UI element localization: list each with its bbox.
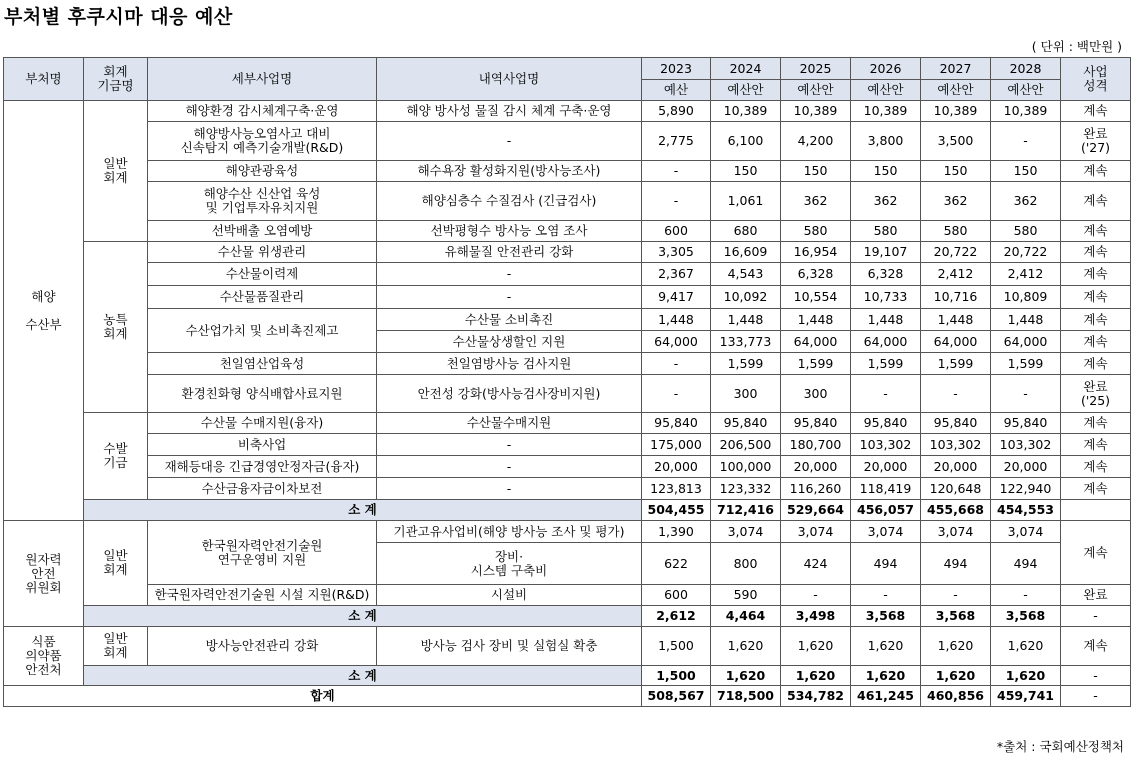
- nature-cell: [1061, 500, 1131, 521]
- value-cell: 4,543: [711, 263, 781, 286]
- nature-cell: 계속: [1061, 434, 1131, 456]
- value-cell: 100,000: [711, 456, 781, 478]
- table-row: [4, 263, 1131, 286]
- nature-cell: -: [1061, 666, 1131, 686]
- value-cell: 123,813: [642, 478, 711, 500]
- value-cell: 3,074: [711, 521, 781, 543]
- value-cell: 529,664: [781, 500, 851, 521]
- value-cell: 1,448: [991, 309, 1061, 331]
- page-title: 부처별 후쿠시마 대응 예산: [4, 6, 233, 28]
- value-cell: 1,599: [851, 353, 921, 375]
- subtotal-row: [4, 500, 1131, 521]
- detail-cell: 기관고유사업비(해양 방사능 조사 및 평가): [377, 521, 642, 543]
- value-cell: 3,568: [921, 606, 991, 627]
- value-cell: 362: [851, 182, 921, 221]
- table-row: [4, 627, 1131, 666]
- value-cell: 800: [711, 543, 781, 585]
- detail-cell: 해수욕장 활성화지원(방사능조사): [377, 161, 642, 182]
- total-row: [4, 686, 1131, 707]
- project-cell: 수산금융자금이차보전: [148, 478, 377, 500]
- project-cell: 재해등대응 긴급경영안정자금(융자): [148, 456, 377, 478]
- value-cell: 300: [711, 375, 781, 413]
- ministry-cell: 식품 의약품 안전처: [4, 627, 84, 686]
- header-budget-plan: 예산안: [921, 80, 991, 101]
- project-cell: 수산물이력제: [148, 263, 377, 286]
- value-cell: 508,567: [642, 686, 711, 707]
- value-cell: 150: [711, 161, 781, 182]
- value-cell: 1,620: [711, 627, 781, 666]
- header-year-2026: 2026: [851, 58, 921, 80]
- value-cell: 1,620: [781, 666, 851, 686]
- value-cell: 1,448: [711, 309, 781, 331]
- account-cell: 일반 회계: [84, 627, 148, 666]
- nature-cell: -: [1061, 606, 1131, 627]
- value-cell: 1,500: [642, 666, 711, 686]
- subtotal-label: 소 계: [84, 606, 642, 627]
- value-cell: -: [991, 375, 1061, 413]
- value-cell: 103,302: [991, 434, 1061, 456]
- value-cell: 10,716: [921, 286, 991, 309]
- project-cell: 해양관광육성: [148, 161, 377, 182]
- value-cell: 580: [781, 221, 851, 242]
- table-row: [4, 375, 1131, 413]
- value-cell: 95,840: [991, 413, 1061, 434]
- value-cell: 2,412: [991, 263, 1061, 286]
- nature-cell: 계속: [1061, 263, 1131, 286]
- value-cell: 1,500: [642, 627, 711, 666]
- detail-cell: 선박평형수 방사능 오염 조사: [377, 221, 642, 242]
- value-cell: 456,057: [851, 500, 921, 521]
- detail-cell: 수산물상생할인 지원: [377, 331, 642, 353]
- detail-cell: 안전성 강화(방사능검사장비지원): [377, 375, 642, 413]
- value-cell: 600: [642, 221, 711, 242]
- value-cell: 20,722: [921, 242, 991, 263]
- value-cell: 20,000: [642, 456, 711, 478]
- value-cell: 3,074: [921, 521, 991, 543]
- value-cell: 362: [991, 182, 1061, 221]
- total-label: 합계: [4, 686, 642, 707]
- value-cell: 20,000: [921, 456, 991, 478]
- project-cell: 환경친화형 양식배합사료지원: [148, 375, 377, 413]
- value-cell: 95,840: [781, 413, 851, 434]
- value-cell: 64,000: [921, 331, 991, 353]
- table-row: [4, 456, 1131, 478]
- nature-cell: 계속: [1061, 309, 1131, 331]
- value-cell: 3,305: [642, 242, 711, 263]
- value-cell: 300: [781, 375, 851, 413]
- value-cell: 5,890: [642, 101, 711, 122]
- project-cell: 천일염산업육성: [148, 353, 377, 375]
- value-cell: 20,000: [991, 456, 1061, 478]
- value-cell: 64,000: [991, 331, 1061, 353]
- nature-cell: 계속: [1061, 627, 1131, 666]
- account-cell: 농특 회계: [84, 242, 148, 413]
- header-budget-plan: 예산안: [851, 80, 921, 101]
- subtotal-label: 소 계: [84, 666, 642, 686]
- detail-cell: -: [377, 122, 642, 161]
- value-cell: 3,074: [851, 521, 921, 543]
- project-cell: 해양환경 감시체계구축·운영: [148, 101, 377, 122]
- detail-cell: 해양심층수 수질검사 (긴급검사): [377, 182, 642, 221]
- value-cell: 680: [711, 221, 781, 242]
- value-cell: 1,448: [921, 309, 991, 331]
- unit-note: ( 단위 : 백만원 ): [1031, 39, 1122, 54]
- account-cell: 수발 기금: [84, 413, 148, 500]
- value-cell: 2,775: [642, 122, 711, 161]
- value-cell: 461,245: [851, 686, 921, 707]
- nature-cell: 계속: [1061, 101, 1131, 122]
- detail-cell: -: [377, 456, 642, 478]
- value-cell: 1,620: [851, 666, 921, 686]
- value-cell: 460,856: [921, 686, 991, 707]
- nature-cell: 계속: [1061, 182, 1131, 221]
- value-cell: 150: [851, 161, 921, 182]
- subtotal-label: 소 계: [84, 500, 642, 521]
- detail-cell: 해양 방사성 물질 감시 체계 구축·운영: [377, 101, 642, 122]
- value-cell: 362: [781, 182, 851, 221]
- value-cell: 10,389: [921, 101, 991, 122]
- nature-cell: 완료 ('25): [1061, 375, 1131, 413]
- header-budget-plan: 예산안: [991, 80, 1061, 101]
- table-row: [4, 182, 1131, 221]
- value-cell: 1,620: [711, 666, 781, 686]
- table-row: [4, 286, 1131, 309]
- project-cell: 수산업가치 및 소비촉진제고: [148, 309, 377, 353]
- header-detail: 내역사업명: [377, 58, 642, 101]
- detail-cell: -: [377, 434, 642, 456]
- value-cell: 95,840: [642, 413, 711, 434]
- value-cell: 9,417: [642, 286, 711, 309]
- nature-cell: 계속: [1061, 353, 1131, 375]
- value-cell: -: [921, 585, 991, 606]
- table-row: [4, 122, 1131, 161]
- value-cell: 10,389: [781, 101, 851, 122]
- value-cell: 10,809: [991, 286, 1061, 309]
- value-cell: 6,328: [781, 263, 851, 286]
- value-cell: 3,074: [991, 521, 1061, 543]
- nature-cell: 계속: [1061, 286, 1131, 309]
- ministry-cell: 원자력 안전 위원회: [4, 521, 84, 627]
- value-cell: 103,302: [921, 434, 991, 456]
- project-cell: 수산물품질관리: [148, 286, 377, 309]
- value-cell: 10,389: [991, 101, 1061, 122]
- value-cell: 3,500: [921, 122, 991, 161]
- table-row: [4, 309, 1131, 331]
- value-cell: 4,200: [781, 122, 851, 161]
- value-cell: 1,448: [642, 309, 711, 331]
- value-cell: -: [642, 375, 711, 413]
- value-cell: -: [642, 182, 711, 221]
- value-cell: 454,553: [991, 500, 1061, 521]
- value-cell: 180,700: [781, 434, 851, 456]
- table-row: [4, 242, 1131, 263]
- value-cell: 118,419: [851, 478, 921, 500]
- value-cell: 1,448: [851, 309, 921, 331]
- subtotal-row: [4, 666, 1131, 686]
- value-cell: 1,448: [781, 309, 851, 331]
- nature-cell: 계속: [1061, 521, 1131, 585]
- value-cell: 622: [642, 543, 711, 585]
- source-note: *출처 : 국회예산정책처: [996, 739, 1124, 754]
- value-cell: 95,840: [921, 413, 991, 434]
- header-year-2023: 2023: [642, 58, 711, 80]
- table-row: [4, 353, 1131, 375]
- value-cell: 1,061: [711, 182, 781, 221]
- detail-cell: -: [377, 478, 642, 500]
- project-cell: 선박배출 오염예방: [148, 221, 377, 242]
- value-cell: 504,455: [642, 500, 711, 521]
- detail-cell: 방사능 검사 장비 및 실험실 확충: [377, 627, 642, 666]
- value-cell: 6,100: [711, 122, 781, 161]
- detail-cell: 수산물수매지원: [377, 413, 642, 434]
- nature-cell: 계속: [1061, 221, 1131, 242]
- value-cell: 1,620: [781, 627, 851, 666]
- header-year-2024: 2024: [711, 58, 781, 80]
- table-row: [4, 101, 1131, 122]
- detail-cell: -: [377, 286, 642, 309]
- value-cell: 1,599: [781, 353, 851, 375]
- value-cell: 712,416: [711, 500, 781, 521]
- value-cell: 590: [711, 585, 781, 606]
- value-cell: -: [781, 585, 851, 606]
- value-cell: 10,554: [781, 286, 851, 309]
- nature-cell: -: [1061, 686, 1131, 707]
- value-cell: 150: [781, 161, 851, 182]
- value-cell: 580: [851, 221, 921, 242]
- header-nature: 사업 성격: [1061, 58, 1131, 101]
- detail-cell: 시설비: [377, 585, 642, 606]
- value-cell: 2,612: [642, 606, 711, 627]
- value-cell: 16,609: [711, 242, 781, 263]
- value-cell: 494: [991, 543, 1061, 585]
- value-cell: 600: [642, 585, 711, 606]
- value-cell: 718,500: [711, 686, 781, 707]
- value-cell: 1,599: [711, 353, 781, 375]
- value-cell: 580: [921, 221, 991, 242]
- value-cell: 20,000: [851, 456, 921, 478]
- value-cell: 3,074: [781, 521, 851, 543]
- value-cell: 20,722: [991, 242, 1061, 263]
- value-cell: -: [642, 161, 711, 182]
- account-cell: 일반 회계: [84, 521, 148, 606]
- value-cell: 1,390: [642, 521, 711, 543]
- value-cell: 3,568: [851, 606, 921, 627]
- header-account: 회계 기금명: [84, 58, 148, 101]
- value-cell: 3,800: [851, 122, 921, 161]
- nature-cell: 계속: [1061, 413, 1131, 434]
- value-cell: 150: [991, 161, 1061, 182]
- value-cell: 175,000: [642, 434, 711, 456]
- value-cell: 116,260: [781, 478, 851, 500]
- value-cell: 494: [851, 543, 921, 585]
- value-cell: 1,599: [921, 353, 991, 375]
- header-ministry: 부처명: [4, 58, 84, 101]
- project-cell: 한국원자력안전기술원 시설 지원(R&D): [148, 585, 377, 606]
- value-cell: 150: [921, 161, 991, 182]
- table-row: [4, 521, 1131, 543]
- header-project: 세부사업명: [148, 58, 377, 101]
- value-cell: 16,954: [781, 242, 851, 263]
- project-cell: 한국원자력안전기술원 연구운영비 지원: [148, 521, 377, 585]
- value-cell: 1,620: [991, 666, 1061, 686]
- value-cell: -: [991, 122, 1061, 161]
- value-cell: 120,648: [921, 478, 991, 500]
- table-row: [4, 585, 1131, 606]
- value-cell: 103,302: [851, 434, 921, 456]
- value-cell: -: [921, 375, 991, 413]
- detail-cell: 천일염방사능 검사지원: [377, 353, 642, 375]
- value-cell: 19,107: [851, 242, 921, 263]
- value-cell: 3,498: [781, 606, 851, 627]
- detail-cell: 장비· 시스템 구축비: [377, 543, 642, 585]
- value-cell: 6,328: [851, 263, 921, 286]
- project-cell: 해양수산 신산업 육성 및 기업투자유치지원: [148, 182, 377, 221]
- value-cell: 1,620: [991, 627, 1061, 666]
- value-cell: -: [851, 375, 921, 413]
- value-cell: 424: [781, 543, 851, 585]
- value-cell: 133,773: [711, 331, 781, 353]
- value-cell: 10,733: [851, 286, 921, 309]
- header-year-2027: 2027: [921, 58, 991, 80]
- value-cell: 2,412: [921, 263, 991, 286]
- project-cell: 해양방사능오염사고 대비 신속탐지 예측기술개발(R&D): [148, 122, 377, 161]
- project-cell: 비축사업: [148, 434, 377, 456]
- detail-cell: 수산물 소비촉진: [377, 309, 642, 331]
- value-cell: 206,500: [711, 434, 781, 456]
- value-cell: 123,332: [711, 478, 781, 500]
- nature-cell: 계속: [1061, 331, 1131, 353]
- value-cell: 10,389: [851, 101, 921, 122]
- value-cell: 64,000: [781, 331, 851, 353]
- header-budget: 예산: [642, 80, 711, 101]
- value-cell: 64,000: [642, 331, 711, 353]
- value-cell: 580: [991, 221, 1061, 242]
- table-row: [4, 221, 1131, 242]
- value-cell: 95,840: [851, 413, 921, 434]
- value-cell: -: [991, 585, 1061, 606]
- table-row: [4, 434, 1131, 456]
- header-year-2028: 2028: [991, 58, 1061, 80]
- value-cell: 3,568: [991, 606, 1061, 627]
- value-cell: 459,741: [991, 686, 1061, 707]
- project-cell: 수산물 수매지원(융자): [148, 413, 377, 434]
- value-cell: 10,092: [711, 286, 781, 309]
- table-row: [4, 413, 1131, 434]
- nature-cell: 완료: [1061, 585, 1131, 606]
- table-row: [4, 478, 1131, 500]
- value-cell: -: [851, 585, 921, 606]
- subtotal-row: [4, 606, 1131, 627]
- value-cell: 95,840: [711, 413, 781, 434]
- value-cell: 10,389: [711, 101, 781, 122]
- value-cell: 1,599: [991, 353, 1061, 375]
- value-cell: 455,668: [921, 500, 991, 521]
- value-cell: 1,620: [851, 627, 921, 666]
- value-cell: 122,940: [991, 478, 1061, 500]
- value-cell: 20,000: [781, 456, 851, 478]
- nature-cell: 계속: [1061, 478, 1131, 500]
- nature-cell: 계속: [1061, 456, 1131, 478]
- nature-cell: 계속: [1061, 242, 1131, 263]
- project-cell: 방사능안전관리 강화: [148, 627, 377, 666]
- detail-cell: 유해물질 안전관리 강화: [377, 242, 642, 263]
- value-cell: 2,367: [642, 263, 711, 286]
- value-cell: 1,620: [921, 627, 991, 666]
- project-cell: 수산물 위생관리: [148, 242, 377, 263]
- value-cell: 64,000: [851, 331, 921, 353]
- table-row: [4, 161, 1131, 182]
- value-cell: 362: [921, 182, 991, 221]
- value-cell: 494: [921, 543, 991, 585]
- header-year-2025: 2025: [781, 58, 851, 80]
- nature-cell: 계속: [1061, 161, 1131, 182]
- header-budget-plan: 예산안: [711, 80, 781, 101]
- budget-table: [3, 57, 1131, 707]
- nature-cell: 완료 ('27): [1061, 122, 1131, 161]
- value-cell: 4,464: [711, 606, 781, 627]
- header-budget-plan: 예산안: [781, 80, 851, 101]
- detail-cell: -: [377, 263, 642, 286]
- value-cell: 1,620: [921, 666, 991, 686]
- ministry-cell: 해양 수산부: [4, 101, 84, 521]
- value-cell: 534,782: [781, 686, 851, 707]
- value-cell: -: [642, 353, 711, 375]
- account-cell: 일반 회계: [84, 101, 148, 242]
